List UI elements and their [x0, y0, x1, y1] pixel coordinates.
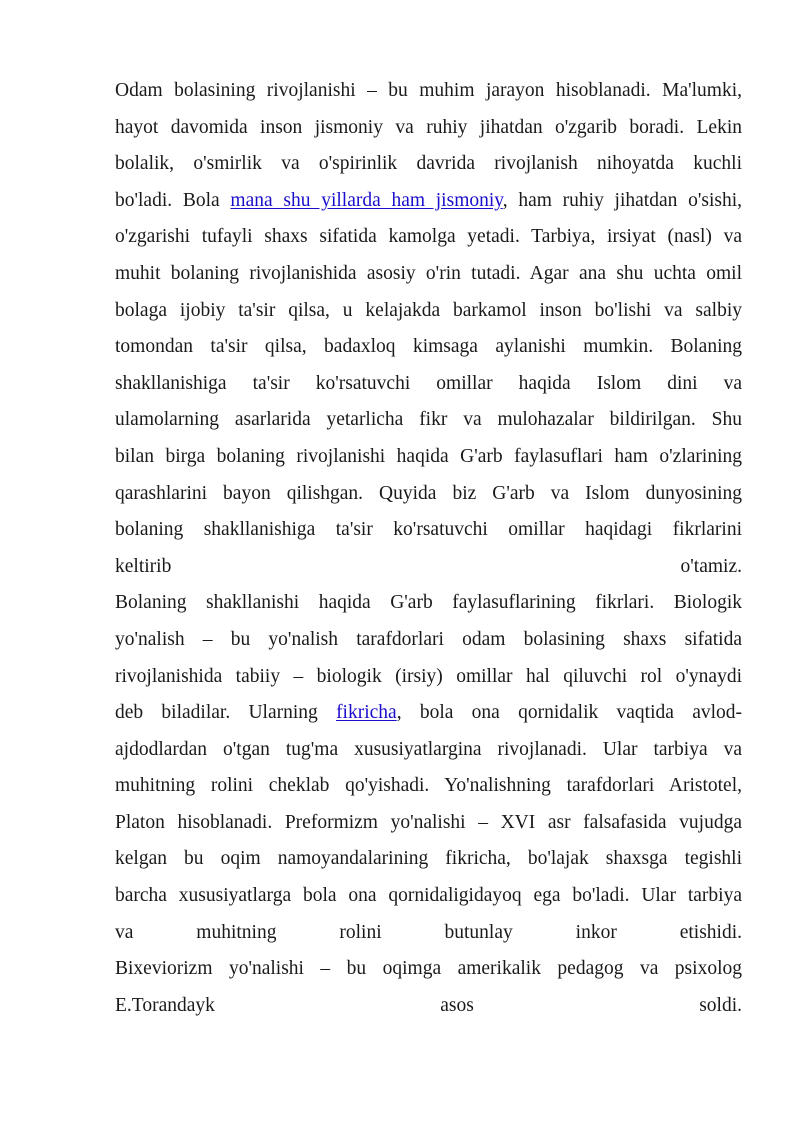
- text-line: [115, 805, 742, 842]
- text-line: [115, 256, 742, 293]
- text-line: [115, 951, 742, 988]
- text-run: Odam bolasining rivojlanishi – bu muhim jarayon hisoblanadi. Ma'lumki,: [115, 80, 742, 101]
- text-run: ajdodlardan o'tgan tug'ma xususiyatlargina rivojlanadi. Ular tarbiya va: [115, 738, 742, 760]
- text-run: tomondan ta'sir qilsa, badaxloq kimsaga aylanishi mumkin. Bolaning: [115, 336, 742, 358]
- text-line: [115, 146, 742, 183]
- text-run: rivojlanishida tabiiy – biologik (irsiy) omillar hal qiluvchi rol o'ynaydi: [115, 665, 742, 687]
- text-line: [115, 183, 742, 220]
- text-line: [115, 366, 742, 403]
- text-line: [115, 512, 742, 549]
- text-run: Bolaning shakllanishi haqida G'arb faylasuflarining fikrlari. Biologik: [115, 592, 742, 614]
- text-line: [115, 73, 742, 110]
- text-run: Platon hisoblanadi. Preformizm yo'nalishi – XVI asr falsafasida vujudga: [115, 811, 742, 833]
- text-line: [115, 329, 742, 366]
- text-line: [115, 549, 742, 586]
- text-run: deb biladilar. Ularning: [115, 702, 337, 724]
- text-line: [115, 402, 742, 439]
- inline-link[interactable]: fikricha: [336, 702, 397, 724]
- text-run: bolaga ijobiy ta'sir qilsa, u kelajakda barkamol inson bo'lishi va salbiy: [115, 299, 742, 321]
- text-run: E.Torandayk asos soldi.: [115, 994, 742, 1016]
- text-run: o'zgarishi tufayli shaxs sifatida kamolga yetadi. Tarbiya, irsiyat (nasl) va: [115, 226, 742, 248]
- text-run: bo'ladi. Bola: [115, 189, 231, 211]
- text-run: keltirib o'tamiz.: [115, 555, 742, 577]
- text-line: [115, 585, 742, 622]
- document-body: [115, 73, 742, 1024]
- inline-link[interactable]: mana shu yillarda ham jismoniy: [230, 189, 503, 211]
- text-line: [115, 841, 742, 878]
- text-run: bilan birga bolaning rivojlanishi haqida G'arb faylasuflari ham o'zlarining: [115, 445, 742, 467]
- text-line: [115, 439, 742, 476]
- text-run: va muhitning rolini butunlay inkor etishidi.: [115, 921, 742, 943]
- text-run: bolalik, o'smirlik va o'spirinlik davrida rivojlanish nihoyatda kuchli: [115, 153, 742, 175]
- text-line: [115, 695, 742, 732]
- text-run: , bola ona qornidalik vaqtida avlod-: [396, 702, 743, 724]
- text-run: shakllanishiga ta'sir ko'rsatuvchi omillar haqida Islom dini va: [115, 372, 742, 394]
- text-line: [115, 622, 742, 659]
- text-run: barcha xususiyatlarga bola ona qornidaligidayoq ega bo'ladi. Ular tarbiya: [115, 885, 742, 907]
- text-line: [115, 915, 742, 952]
- text-line: [115, 988, 742, 1025]
- text-run: muhitning rolini cheklab qo'yishadi. Yo'nalishning tarafdorlari Aristotel,: [115, 775, 742, 797]
- text-line: [115, 219, 742, 256]
- text-run: yo'nalish – bu yo'nalish tarafdorlari odam bolasining shaxs sifatida: [115, 628, 742, 650]
- text-run: qarashlarini bayon qilishgan. Quyida biz G'arb va Islom dunyosining: [115, 482, 742, 504]
- text-line: [115, 768, 742, 805]
- text-run: muhit bolaning rivojlanishida asosiy o'rin tutadi. Agar ana shu uchta omil: [115, 262, 742, 284]
- text-run: hayot davomida inson jismoniy va ruhiy jihatdan o'zgarib boradi. Lekin: [115, 116, 742, 138]
- text-line: [115, 110, 742, 147]
- text-line: [115, 476, 742, 513]
- text-run: kelgan bu oqim namoyandalarining fikricha, bo'lajak shaxsga tegishli: [115, 848, 742, 870]
- text-line: [115, 732, 742, 769]
- text-line: [115, 878, 742, 915]
- text-line: [115, 659, 742, 696]
- text-run: bolaning shakllanishiga ta'sir ko'rsatuvchi omillar haqidagi fikrlarini: [115, 519, 742, 541]
- text-run: Bixeviorizm yo'nalishi – bu oqimga amerikalik pedagog va psixolog: [115, 958, 742, 980]
- text-line: [115, 293, 742, 330]
- text-run: ulamolarning asarlarida yetarlicha fikr va mulohazalar bildirilgan. Shu: [115, 409, 742, 431]
- text-run: , ham ruhiy jihatdan o'sishi,: [502, 189, 742, 211]
